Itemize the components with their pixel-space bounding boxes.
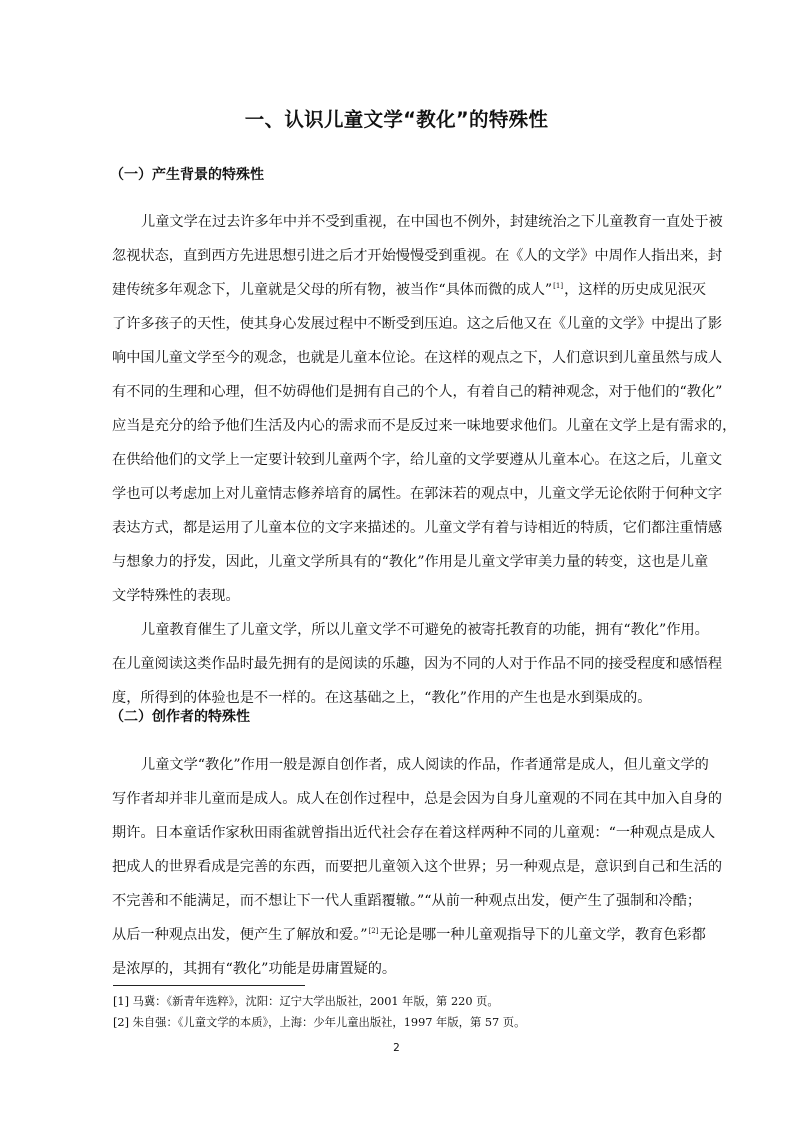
paragraph-line: 在供给他们的文学上一定要计较到儿童两个字，给儿童的文学要遵从儿童本心。在这之后，儿童文 <box>112 452 723 468</box>
paragraph-line: 有不同的生理和心理，但不妨碍他们是拥有自己的个人，有着自己的精神观念，对于他们的“教化” <box>112 384 723 400</box>
paragraph-line: 忽视状态，直到西方先进思想引进之后才开始慢慢受到重视。在《人的文学》中周作人指出来，封 <box>112 248 723 264</box>
subsection-heading-author: （二）创作者的特殊性 <box>110 709 250 725</box>
footnote-ref-2[interactable]: [2] <box>368 927 379 935</box>
paragraph-line: 儿童文学“教化”作用一般是源自创作者，成人阅读的作品，作者通常是成人，但儿童文学的 <box>141 757 709 773</box>
paragraph-line: 儿童教育催生了儿童文学，所以儿童文学不可避免的被寄托教育的功能，拥有“教化”作用。 <box>141 622 709 638</box>
paragraph-line: 写作者却并非儿童而是成人。成人在创作过程中，总是会因为自身儿童观的不同在其中加入自身的 <box>112 791 723 807</box>
paragraph-line: 响中国儿童文学至今的观念，也就是儿童本位论。在这样的观点之下，人们意识到儿童虽然与成人 <box>112 350 723 366</box>
footnote-ref-1[interactable]: [1] <box>553 282 564 290</box>
footnote-divider <box>113 985 305 986</box>
paragraph-line: 是浓厚的，其拥有“教化”功能是毋庸置疑的。 <box>112 961 397 977</box>
line-text: 从后一种观点出发，便产生了解放和爱。” <box>112 927 368 943</box>
paragraph-line: 应当是充分的给予他们生活及内心的需求而不是反过来一味地要求他们。儿童在文学上是有需求的， <box>112 418 737 434</box>
paragraph-line: 在儿童阅读这类作品时最先拥有的是阅读的乐趣，因为不同的人对于作品不同的接受程度和感悟程 <box>112 656 723 672</box>
paragraph-line: 了许多孩子的天性，使其身心发展过程中不断受到压迫。这之后他又在《儿童的文学》中提出了影 <box>112 316 723 332</box>
paragraph-line: 与想象力的抒发，因此，儿童文学所具有的“教化”作用是儿童文学审美力量的转变，这也是儿童 <box>112 554 709 570</box>
paragraph-line <box>112 924 706 944</box>
page-number: 2 <box>393 1042 400 1054</box>
paragraph-line: 文学特殊性的表现。 <box>112 588 240 604</box>
subsection-heading-background: （一）产生背景的特殊性 <box>110 167 264 183</box>
line-text: ，这样的历史成见泯灭 <box>564 282 706 298</box>
footnote-2: [2] 朱自强：《儿童文学的本质》，上海：少年儿童出版社，1997 年版，第 57 页。 <box>113 1016 526 1029</box>
section-title: 一、认识儿童文学“教化”的特殊性 <box>244 108 549 131</box>
paragraph-line <box>112 279 706 299</box>
paragraph-line: 表达方式，都是运用了儿童本位的文字来描述的。儿童文学有着与诗相近的特质，它们都注重情感 <box>112 520 723 536</box>
paragraph-line: 儿童文学在过去许多年中并不受到重视，在中国也不例外，封建统治之下儿童教育一直处于被 <box>141 214 723 230</box>
paragraph-line: 把成人的世界看成是完善的东西，而要把儿童领入这个世界；另一种观点是，意识到自己和生活的 <box>112 859 723 875</box>
line-text: 建传统多年观念下，儿童就是父母的所有物，被当作“具体而微的成人” <box>112 282 553 298</box>
footnote-1: [1] 马冀：《新青年选粹》，沈阳：辽宁大学出版社，2001 年版，第 220 页。 <box>113 995 499 1008</box>
paragraph-line: 学也可以考虑加上对儿童情志修养培育的属性。在郭沫若的观点中，儿童文学无论依附于何种文字 <box>112 486 723 502</box>
paragraph-line: 度，所得到的体验也是不一样的。在这基础之上，“教化”作用的产生也是水到渠成的。 <box>112 690 652 706</box>
paragraph-line: 期许。日本童话作家秋田雨雀就曾指出近代社会存在着这样两种不同的儿童观：“一种观点是成人 <box>112 825 716 841</box>
line-text: 无论是哪一种儿童观指导下的儿童文学，教育色彩都 <box>379 927 706 943</box>
paragraph-line: 不完善和不能满足，而不想让下一代人重蹈覆辙。”“从前一种观点出发，便产生了强制和冷酷； <box>112 893 702 909</box>
